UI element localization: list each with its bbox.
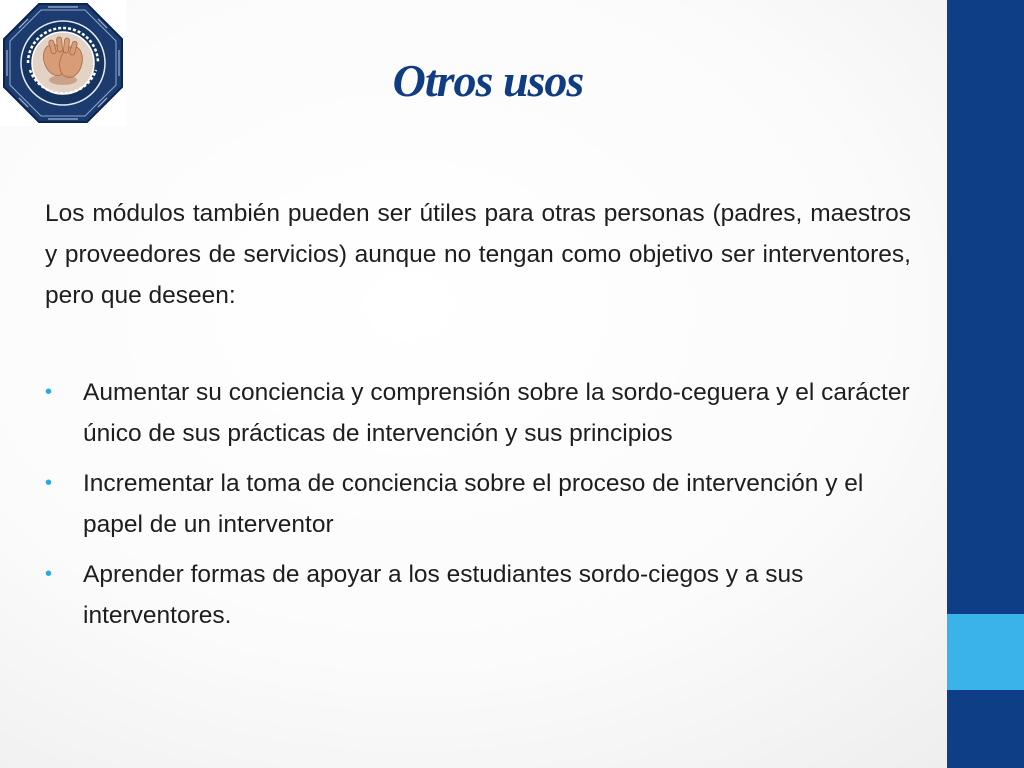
bullet-icon: • — [45, 381, 53, 403]
slide-title: Otros usos — [392, 55, 584, 106]
bullet-list — [45, 372, 911, 645]
bullet-icon: • — [45, 472, 53, 494]
list-item — [45, 554, 911, 636]
bullet-text: Incrementar la toma de conciencia sobre el proceso de intervención y el papel de un interventor — [83, 470, 864, 538]
right-band-accent — [947, 614, 1024, 690]
list-item — [45, 372, 911, 454]
bullet-text: Aprender formas de apoyar a los estudiantes sordo-ciegos y a sus interventores. — [83, 561, 804, 629]
bullet-text: Aumentar su conciencia y comprensión sobre la sordo-ceguera y el carácter único de sus prácticas de intervención y sus principios — [83, 379, 910, 447]
intro-paragraph: Los módulos también pueden ser útiles para otras personas (padres, maestros y proveedores de servicios) aunque no tengan como objetivo ser interventores, pero que deseen: — [45, 200, 911, 309]
list-item — [45, 463, 911, 545]
bullet-icon: • — [45, 563, 53, 585]
